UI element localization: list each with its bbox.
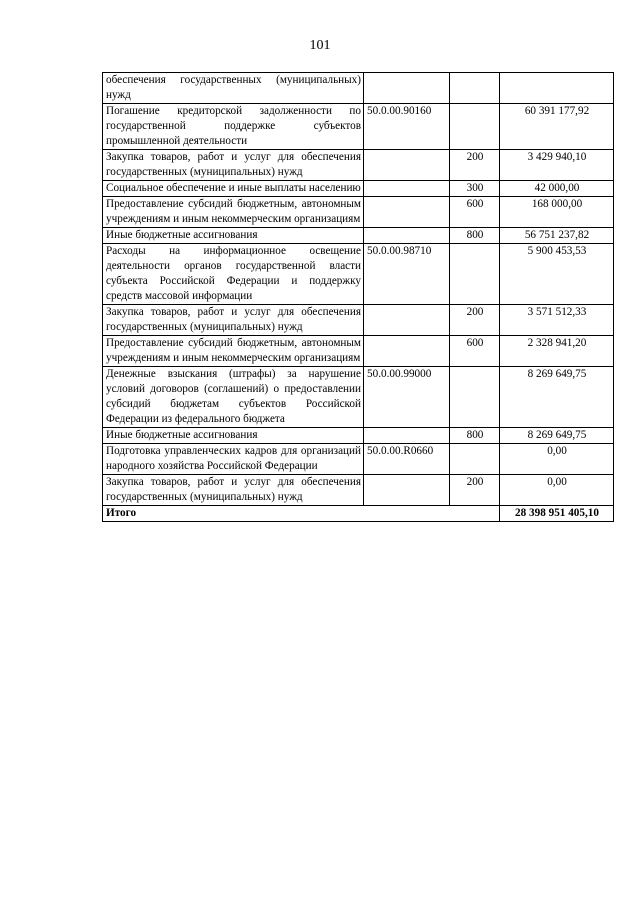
row-code: 50.0.00.R0660	[364, 444, 450, 475]
row-name: Иные бюджетные ассигнования	[103, 428, 364, 444]
row-code	[364, 150, 450, 181]
table-row	[103, 181, 614, 197]
row-amount: 168 000,00	[500, 197, 614, 228]
table-row	[103, 197, 614, 228]
row-amount	[500, 73, 614, 104]
row-name: Предоставление субсидий бюджетным, автономным учреждениям и иным некоммерческим организациям	[103, 197, 364, 228]
table-row	[103, 475, 614, 506]
row-name: Закупка товаров, работ и услуг для обеспечения государственных (муниципальных) нужд	[103, 305, 364, 336]
budget-table	[102, 72, 614, 522]
row-amount: 3 429 940,10	[500, 150, 614, 181]
row-name: Расходы на информационное освещение деятельности органов государственной власти субъекта Российской Федерации и поддержку средств массовой информации	[103, 244, 364, 305]
row-type: 200	[450, 305, 500, 336]
row-type	[450, 104, 500, 150]
table-row	[103, 444, 614, 475]
row-name: Предоставление субсидий бюджетным, автономным учреждениям и иным некоммерческим организациям	[103, 336, 364, 367]
table-row	[103, 428, 614, 444]
row-code	[364, 428, 450, 444]
row-code	[364, 197, 450, 228]
row-amount: 2 328 941,20	[500, 336, 614, 367]
row-amount: 42 000,00	[500, 181, 614, 197]
row-type: 200	[450, 150, 500, 181]
table-row	[103, 244, 614, 305]
row-code: 50.0.00.98710	[364, 244, 450, 305]
row-amount: 0,00	[500, 444, 614, 475]
page-number: 101	[309, 38, 331, 53]
row-name: Подготовка управленческих кадров для организаций народного хозяйства Российской Федерации	[103, 444, 364, 475]
table-row	[103, 73, 614, 104]
table-row	[103, 104, 614, 150]
row-code	[364, 305, 450, 336]
row-code	[364, 475, 450, 506]
row-type	[450, 367, 500, 428]
table-row	[103, 367, 614, 428]
row-amount: 56 751 237,82	[500, 228, 614, 244]
table-row	[103, 336, 614, 367]
row-type	[450, 73, 500, 104]
row-type: 600	[450, 197, 500, 228]
total-label: Итого	[103, 506, 500, 522]
row-amount: 8 269 649,75	[500, 428, 614, 444]
table-row	[103, 305, 614, 336]
row-name: Закупка товаров, работ и услуг для обеспечения государственных (муниципальных) нужд	[103, 475, 364, 506]
total-row	[103, 506, 614, 522]
row-name: обеспечения государственных (муниципальных) нужд	[103, 73, 364, 104]
row-amount: 3 571 512,33	[500, 305, 614, 336]
row-code	[364, 181, 450, 197]
row-amount: 60 391 177,92	[500, 104, 614, 150]
row-type	[450, 244, 500, 305]
table-row	[103, 228, 614, 244]
row-name: Погашение кредиторской задолженности по государственной поддержке субъектов промышленной деятельности	[103, 104, 364, 150]
row-code	[364, 73, 450, 104]
row-code: 50.0.00.99000	[364, 367, 450, 428]
row-amount: 8 269 649,75	[500, 367, 614, 428]
row-type: 600	[450, 336, 500, 367]
row-name: Закупка товаров, работ и услуг для обеспечения государственных (муниципальных) нужд	[103, 150, 364, 181]
row-type: 200	[450, 475, 500, 506]
row-type: 800	[450, 228, 500, 244]
row-amount: 5 900 453,53	[500, 244, 614, 305]
row-type	[450, 444, 500, 475]
row-type: 300	[450, 181, 500, 197]
row-type: 800	[450, 428, 500, 444]
row-amount: 0,00	[500, 475, 614, 506]
row-name: Денежные взыскания (штрафы) за нарушение условий договоров (соглашений) о предоставлении субсидий бюджетам субъектов Российской Федерации из федерального бюджета	[103, 367, 364, 428]
row-name: Иные бюджетные ассигнования	[103, 228, 364, 244]
row-name: Социальное обеспечение и иные выплаты населению	[103, 181, 364, 197]
table-row	[103, 150, 614, 181]
row-code	[364, 336, 450, 367]
row-code: 50.0.00.90160	[364, 104, 450, 150]
row-code	[364, 228, 450, 244]
total-amount: 28 398 951 405,10	[500, 506, 614, 522]
